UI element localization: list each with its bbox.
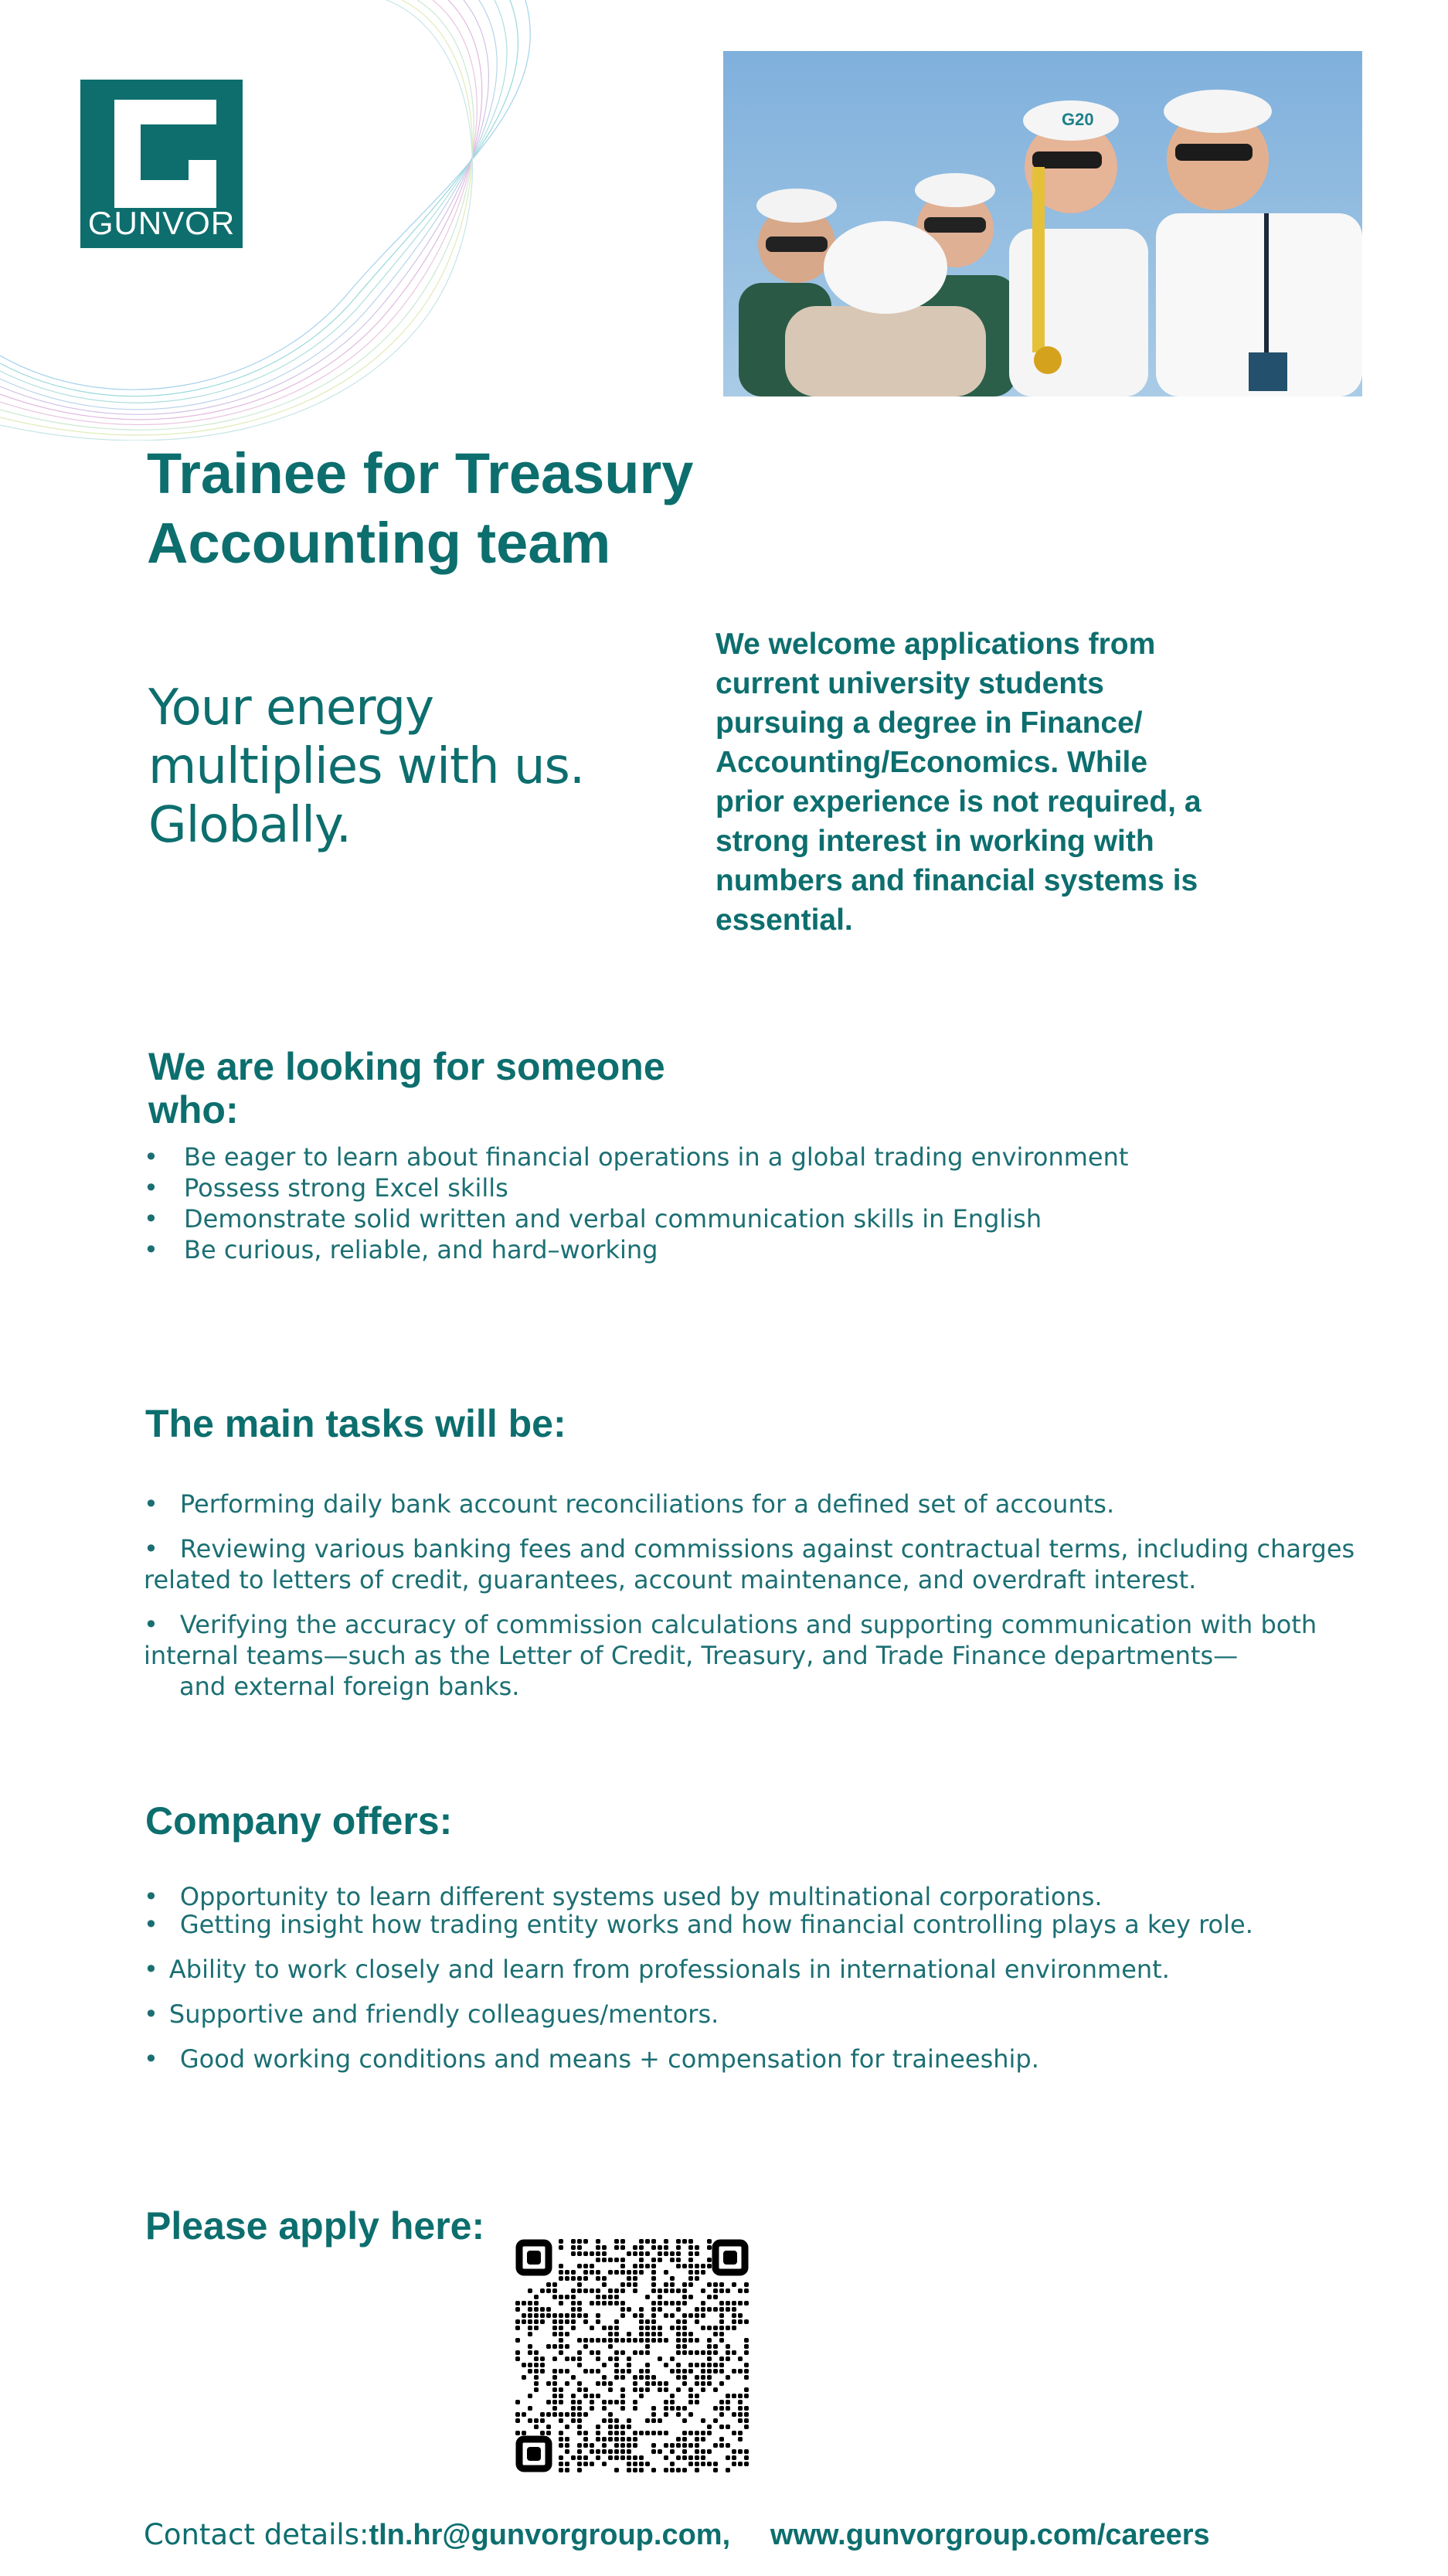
offer-item: • Good working conditions and means + compensation for traineeship. — [144, 2044, 1039, 2074]
apply-heading: Please apply here: — [145, 2204, 485, 2248]
offer-item: • Supportive and friendly colleagues/mentors. — [144, 1999, 719, 2029]
welcome-line: We welcome applications from — [716, 628, 1156, 661]
welcome-line: numbers and financial systems is — [716, 864, 1198, 897]
looking-list — [144, 1142, 1128, 1266]
hero-photo — [723, 51, 1362, 396]
looking-heading-line-2: who: — [148, 1088, 239, 1131]
task-item-1: • Performing daily bank account reconciliations for a defined set of accounts. — [144, 1489, 1115, 1519]
welcome-paragraph — [716, 624, 1256, 940]
welcome-line: prior experience is not required, a — [716, 785, 1202, 818]
offers-heading: Company offers: — [145, 1799, 453, 1843]
tasks-heading: The main tasks will be: — [145, 1402, 566, 1445]
offer-item: • Opportunity to learn different systems used by multinational corporations. • Getting insight how trading entity works and how financial controlling plays a key role. — [144, 1882, 1253, 1939]
list-item: • Demonstrate solid written and verbal communication skills in English — [144, 1204, 1042, 1234]
logo-text: GUNVOR — [87, 205, 236, 241]
photo-volunteers-icon — [723, 51, 1362, 396]
looking-heading-line-1: We are looking for someone — [148, 1045, 665, 1088]
list-item: • Be eager to learn about financial operations in a global trading environment — [144, 1142, 1129, 1172]
contact-website-link[interactable]: www.gunvorgroup.com/careers — [770, 2519, 1210, 2551]
looking-heading — [148, 1045, 665, 1131]
tagline-line-3: Globally. — [148, 797, 352, 854]
contact-email-link[interactable]: tln.hr@gunvorgroup.com, — [369, 2519, 731, 2551]
welcome-line: essential. — [716, 903, 853, 937]
task-item-3: • Verifying the accuracy of commission calculations and supporting communication with both internal teams—such as the Letter of Credit, Treasury, and Trade Finance departments— and external foreign banks. — [144, 1610, 1317, 1701]
welcome-line: current university students — [716, 667, 1104, 700]
contact-label: Contact details: — [144, 2518, 369, 2551]
photo-cap-text: G20 — [1062, 110, 1094, 129]
contact-details — [144, 2518, 1210, 2552]
logo-mark-icon — [80, 80, 243, 211]
task-item-2: • Reviewing various banking fees and commissions against contractual terms, including charges related to letters of credit, guarantees, account maintenance, and overdraft interest. — [144, 1534, 1355, 1594]
gunvor-logo — [80, 80, 243, 248]
offer-item: • Ability to work closely and learn from professionals in international environment. — [144, 1955, 1170, 1984]
qr-code-icon[interactable] — [515, 2238, 749, 2473]
welcome-line: pursuing a degree in Finance/ — [716, 706, 1143, 740]
title-line-2: Accounting team — [147, 511, 611, 575]
list-item: • Be curious, reliable, and hard–working — [144, 1235, 658, 1264]
tagline-line-1: Your energy — [148, 679, 433, 737]
welcome-line: strong interest in working with — [716, 825, 1154, 858]
list-item: • Possess strong Excel skills — [144, 1173, 508, 1203]
title-line-1: Trainee for Treasury — [147, 441, 694, 505]
tagline-line-2: multiplies with us. — [148, 738, 585, 795]
page-title — [147, 439, 734, 578]
welcome-line: Accounting/Economics. While — [716, 746, 1148, 779]
tagline — [148, 679, 705, 855]
